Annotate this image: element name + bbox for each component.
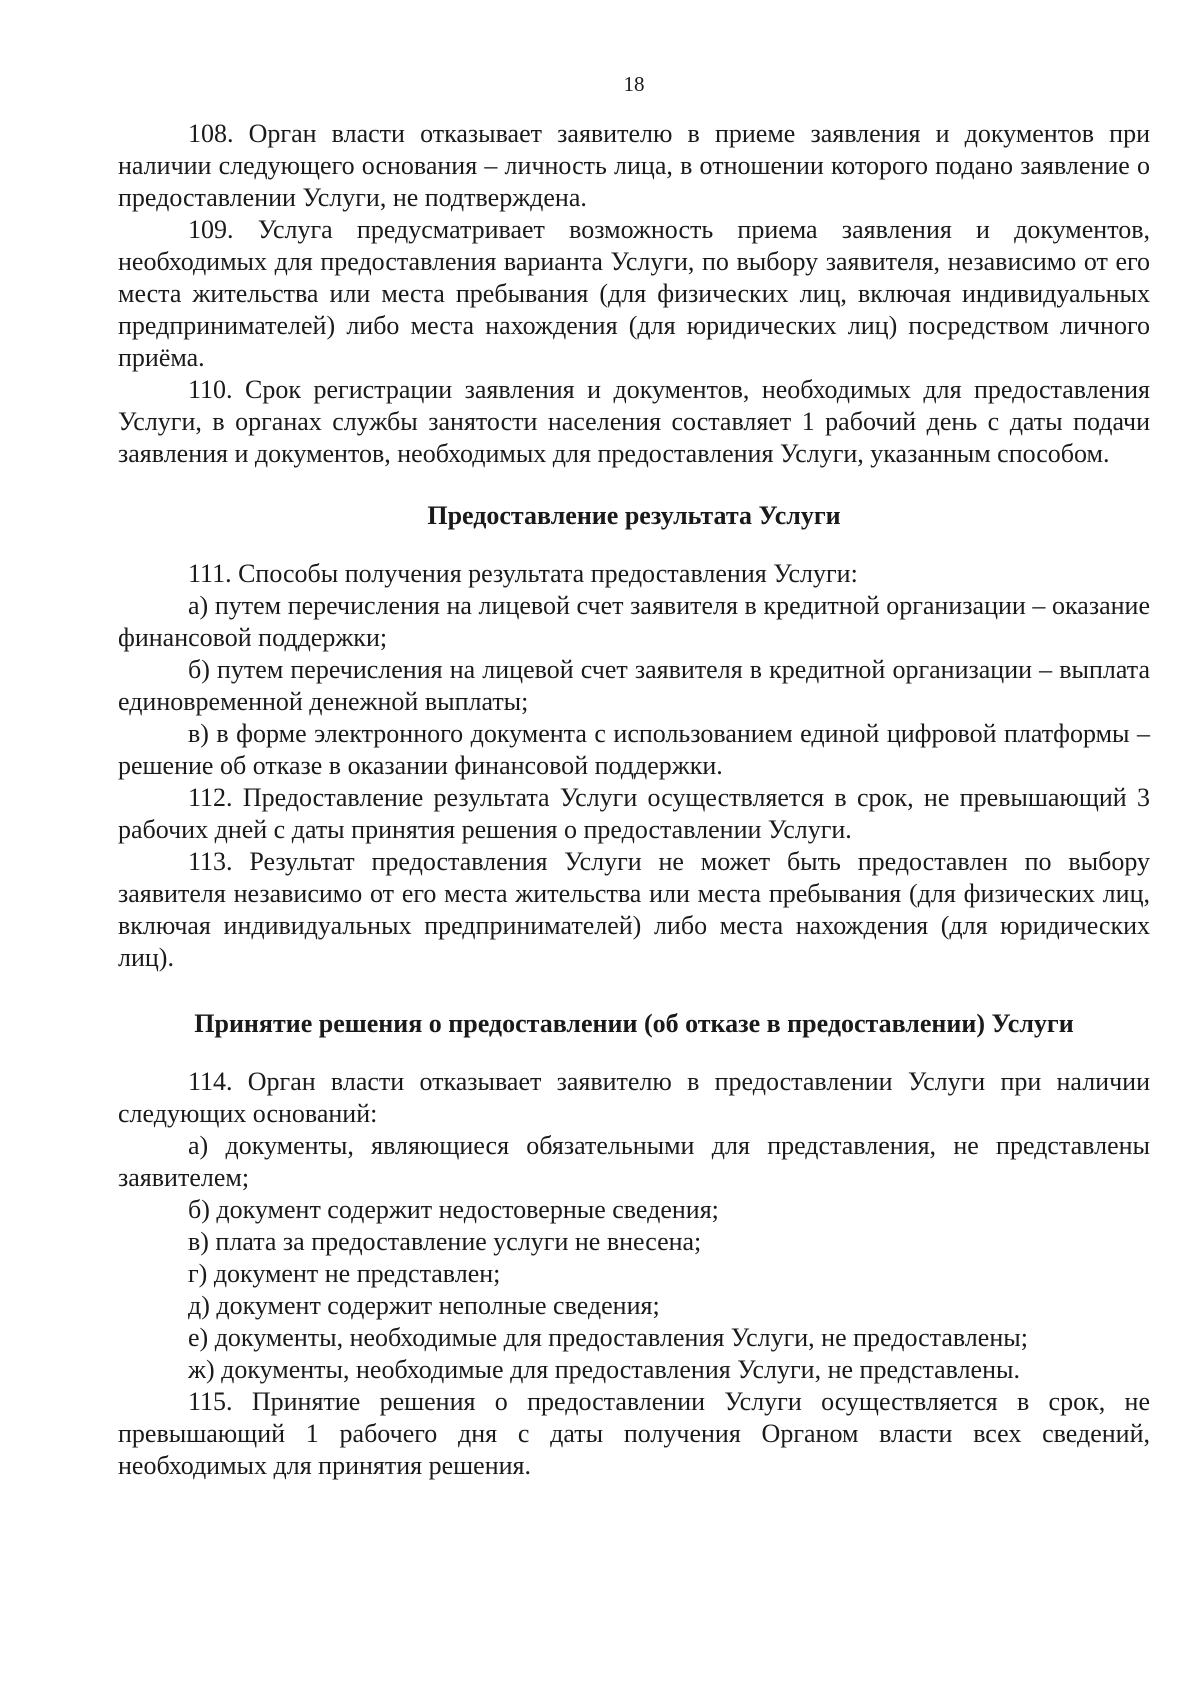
list-item-114-e: д) документ содержит неполные сведения; xyxy=(188,1291,660,1320)
list-item-111-c: в) в форме электронного документа с использованием единой цифровой платформы – решение об отказе в оказании финансовой поддержки. xyxy=(118,719,1150,780)
page-number: 18 xyxy=(623,72,645,96)
paragraph-115: 115. Принятие решения о предоставлении Услуги осуществляется в срок, не превышающий 1 рабочего дня с даты получения Органом власти всех сведений, необходимых для принятия решения. xyxy=(118,1387,1150,1480)
list-item-114-b: б) документ содержит недостоверные сведения; xyxy=(188,1195,719,1224)
list-item-114-c: в) плата за предоставление услуги не внесена; xyxy=(188,1227,702,1256)
document-body xyxy=(118,118,1150,1482)
section-heading-result: Предоставление результата Услуги xyxy=(427,501,841,530)
list-item-114-d: г) документ не представлен; xyxy=(188,1259,501,1288)
section-heading-decision: Принятие решения о предоставлении (об отказе в предоставлении) Услуги xyxy=(194,1009,1074,1038)
list-item-114-g: ж) документы, необходимые для предоставления Услуги, не представлены. xyxy=(188,1355,1020,1384)
paragraph-109: 109. Услуга предусматривает возможность приема заявления и документов, необходимых для предоставления варианта Услуги, по выбору заявителя, независимо от его места жительства или места пребывания (для физических лиц, включая индивидуальных предпринимателей) либо места нахождения (для юридических лиц) посредством личного приёма. xyxy=(118,215,1150,372)
paragraph-114: 114. Орган власти отказывает заявителю в предоставлении Услуги при наличии следующих оснований: xyxy=(118,1067,1150,1128)
list-item-114-f: е) документы, необходимые для предоставления Услуги, не предоставлены; xyxy=(188,1323,1028,1352)
paragraph-111: 111. Способы получения результата предоставления Услуги: xyxy=(188,559,858,588)
paragraph-112: 112. Предоставление результата Услуги осуществляется в срок, не превышающий 3 рабочих дней с даты принятия решения о предоставлении Услуги. xyxy=(118,783,1150,844)
list-item-111-b: б) путем перечисления на лицевой счет заявителя в кредитной организации – выплата единовременной денежной выплаты; xyxy=(118,655,1150,716)
list-item-114-a: а) документы, являющиеся обязательными для представления, не представлены заявителем; xyxy=(118,1131,1150,1192)
paragraph-108: 108. Орган власти отказывает заявителю в приеме заявления и документов при наличии следующего основания – личность лица, в отношении которого подано заявление о предоставлении Услуги, не подтверждена. xyxy=(118,119,1150,212)
list-item-111-a: а) путем перечисления на лицевой счет заявителя в кредитной организации – оказание финансовой поддержки; xyxy=(118,591,1150,652)
paragraph-113: 113. Результат предоставления Услуги не может быть предоставлен по выбору заявителя независимо от его места жительства или места пребывания (для физических лиц, включая индивидуальных предпринимателей) либо места нахождения (для юридических лиц). xyxy=(118,847,1150,972)
paragraph-110: 110. Срок регистрации заявления и документов, необходимых для предоставления Услуги, в органах службы занятости населения составляет 1 рабочий день с даты подачи заявления и документов, необходимых для предоставления Услуги, указанным способом. xyxy=(118,375,1150,468)
